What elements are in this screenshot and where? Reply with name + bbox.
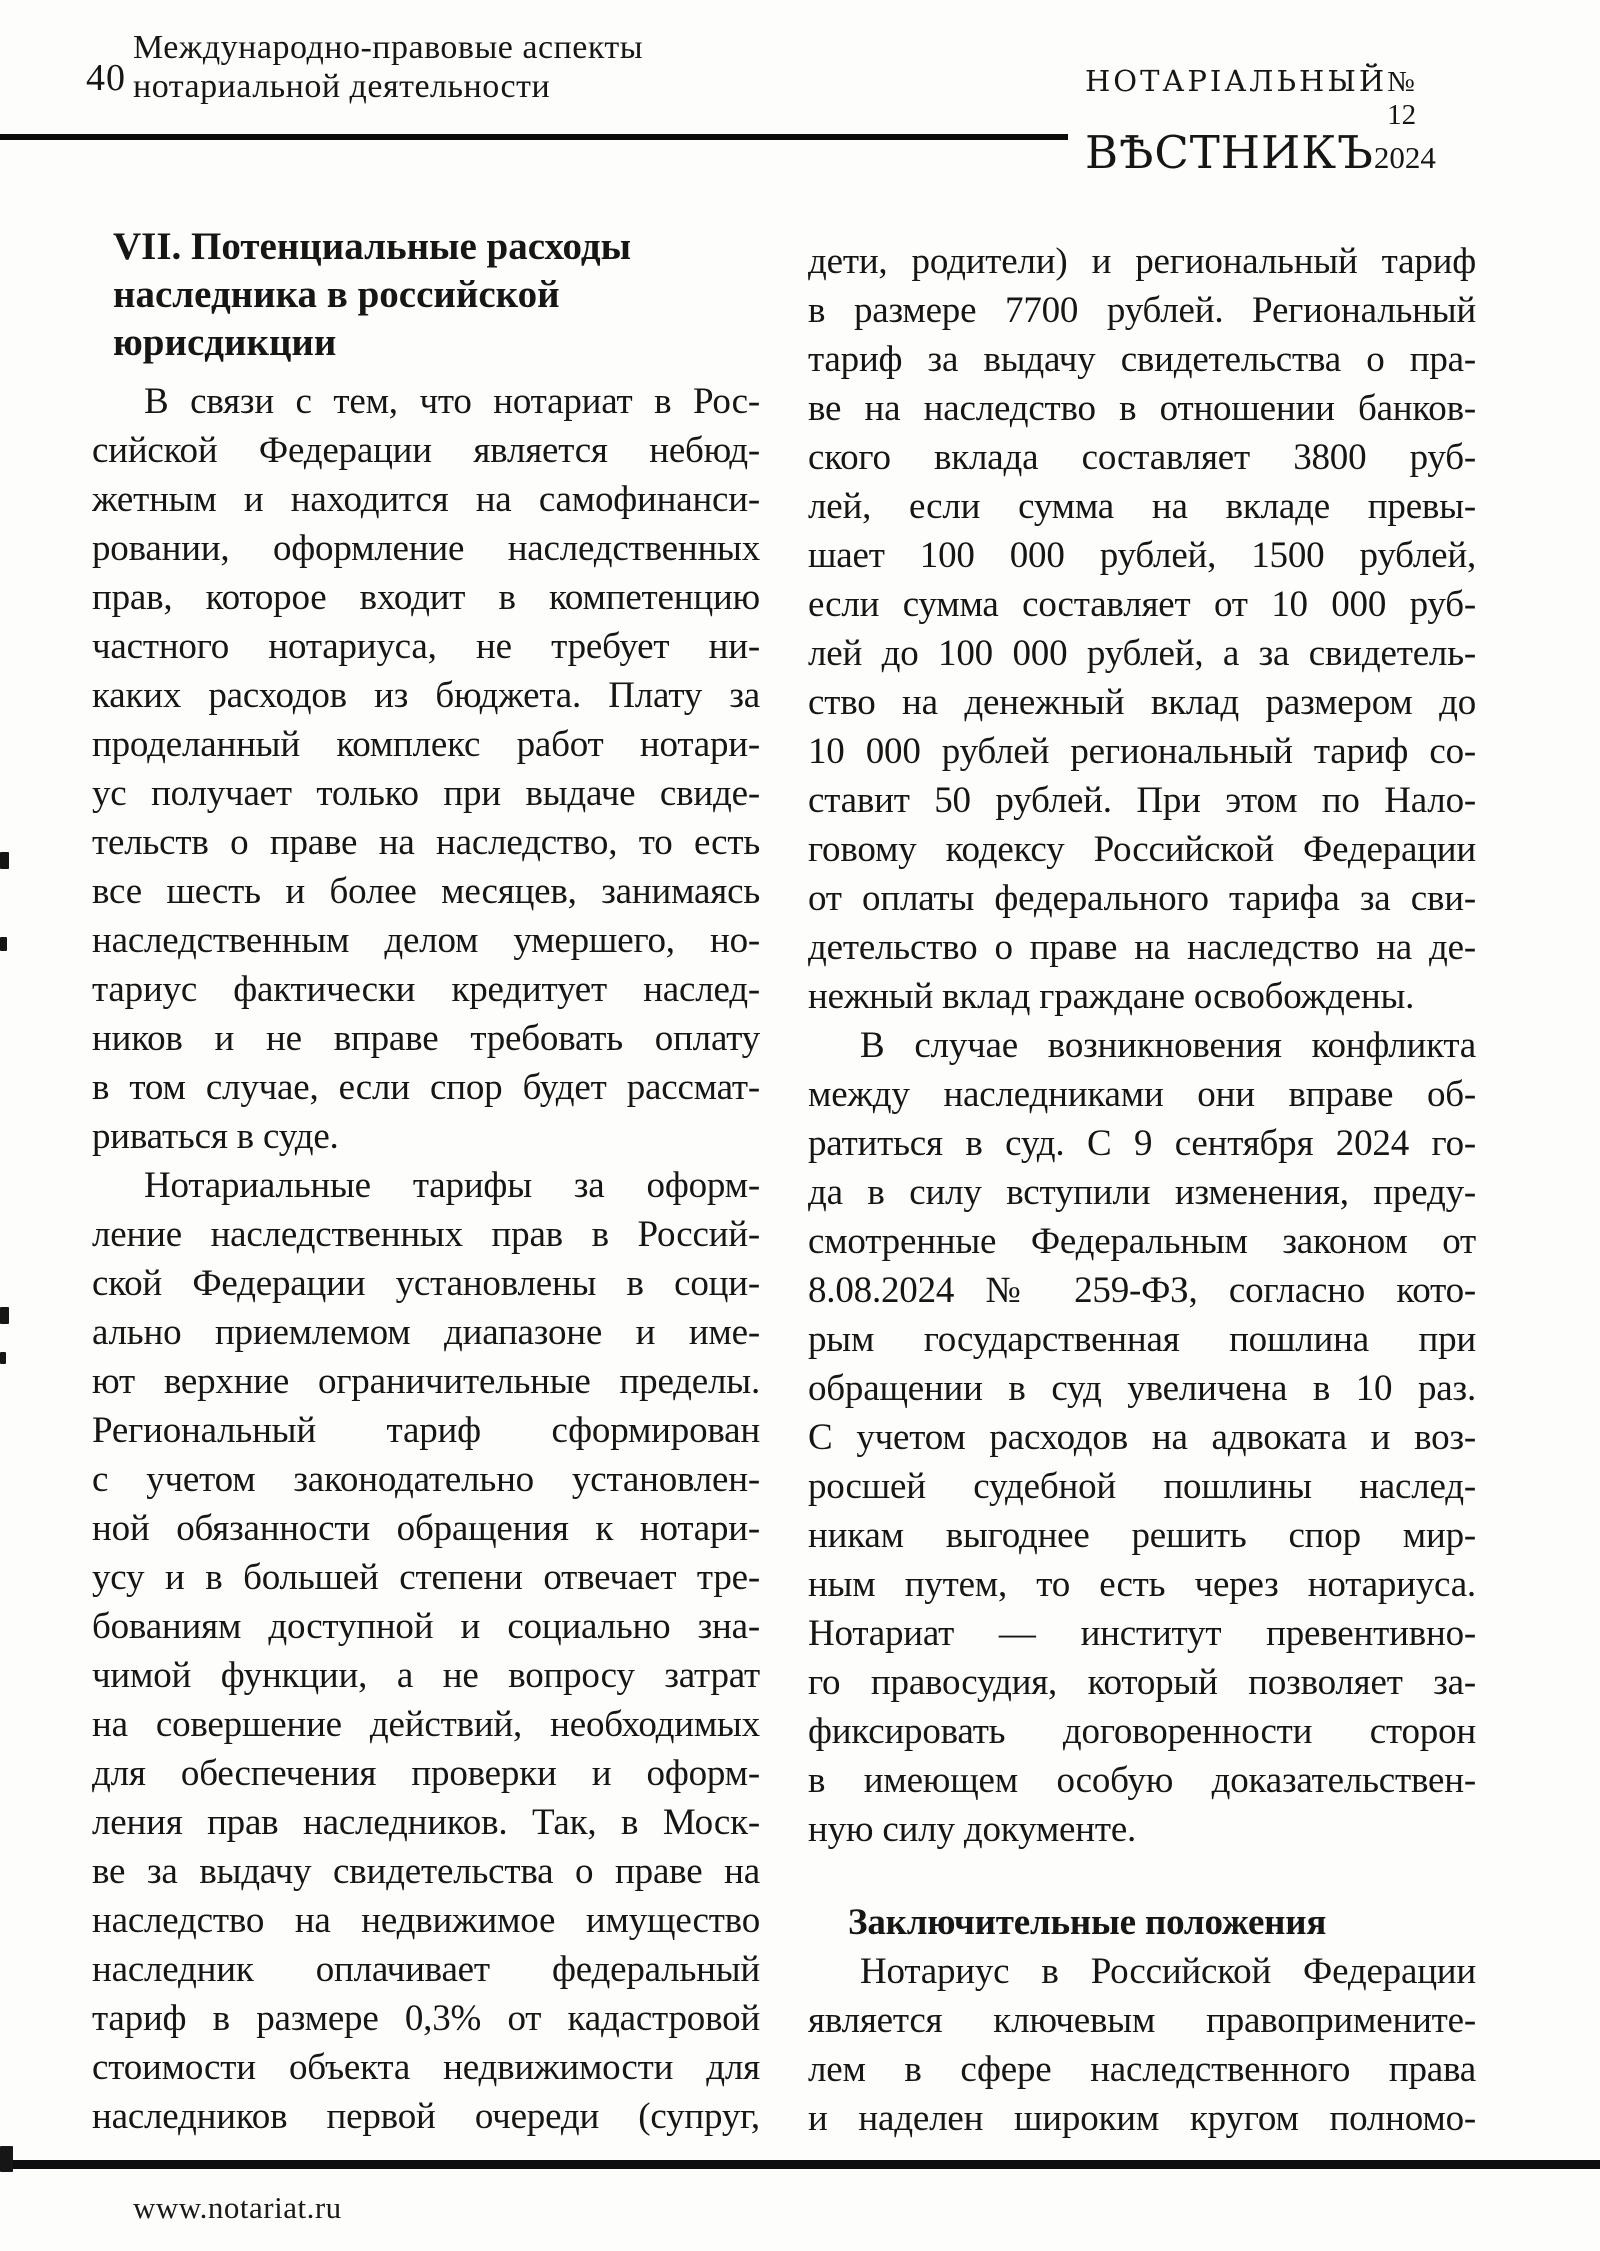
text-line: наследников первой очереди (супруг,	[92, 2096, 760, 2137]
text-line: наследник оплачивает федеральный	[92, 1949, 760, 1990]
text-line: стоимости объекта недвижимости для	[92, 2047, 760, 2088]
journal-logo-row-bottom	[1085, 126, 1436, 179]
text-line: обращении в суд увеличена в 10 раз.	[808, 1368, 1476, 1409]
text-line: риваться в суде.	[92, 1116, 339, 1157]
text-line: частного нотариуса, не требует ни-	[92, 626, 760, 667]
heading	[92, 223, 760, 367]
text-line: тариус фактически кредитует наслед-	[92, 969, 760, 1010]
text-line: тариф за выдачу свидетельства о пра-	[808, 339, 1476, 380]
left-column	[92, 223, 760, 2141]
text-line: ление наследственных прав в Россий-	[92, 1214, 760, 1255]
text-line: 10 000 рублей региональный тариф со-	[808, 731, 1476, 772]
text-line: ной обязанности обращения к нотари-	[92, 1508, 760, 1549]
text-line: и наделен широким кругом полномо-	[808, 2098, 1476, 2139]
text-line: говому кодексу Российской Федерации	[808, 829, 1476, 870]
text-line: смотренные Федеральным законом от	[808, 1221, 1476, 1262]
text-line: тариф в размере 0,3% от кадастровой	[92, 1998, 760, 2039]
text-line: дети, родители) и региональный тариф	[808, 241, 1476, 282]
right-column	[808, 237, 1476, 2143]
text-line: прав, которое входит в компетенцию	[92, 577, 760, 618]
text-line: да в силу вступили изменения, преду-	[808, 1172, 1476, 1213]
text-line: шает 100 000 рублей, 1500 рублей,	[808, 535, 1476, 576]
text-line: жетным и находится на самофинанси-	[92, 479, 760, 520]
text-line: ве за выдачу свидетельства о праве на	[92, 1851, 760, 1892]
text-line: ления прав наследников. Так, в Моск-	[92, 1802, 760, 1843]
text-line: бованиям доступной и социально зна-	[92, 1606, 760, 1647]
scan-artifact	[0, 2146, 13, 2172]
text-line: рым государственная пошлина при	[808, 1319, 1476, 1360]
page-number: 40	[86, 57, 126, 99]
text-line: является ключевым правопримените-	[808, 2000, 1476, 2041]
text-line: лей, если сумма на вкладе превы-	[808, 486, 1476, 527]
text-line: в размере 7700 рублей. Региональный	[808, 290, 1476, 331]
header-rule	[0, 134, 1068, 140]
text-line: лем в сфере наследственного права	[808, 2049, 1476, 2090]
text-line: юрисдикции	[113, 321, 337, 364]
text-line: ально приемлемом диапазоне и име-	[92, 1312, 760, 1353]
journal-logo-row-top	[1085, 64, 1430, 132]
scan-artifact	[0, 1352, 6, 1364]
text-line: каких расходов из бюджета. Плату за	[92, 675, 760, 716]
text-line: лей до 100 000 рублей, а за свидетель-	[808, 633, 1476, 674]
text-line: для обеспечения проверки и оформ-	[92, 1753, 760, 1794]
text-line: Нотариус в Российской Федерации	[860, 1951, 1476, 1992]
scan-artifact	[0, 937, 7, 951]
text-line: VII. Потенциальные расходы	[113, 225, 632, 268]
text-line: от оплаты федерального тарифа за сви-	[808, 878, 1476, 919]
journal-year: 2024	[1373, 140, 1436, 175]
text-line: никам выгоднее решить спор мир-	[808, 1515, 1476, 1556]
text-line: го правосудия, который позволяет за-	[808, 1662, 1476, 1703]
footer-rule	[0, 2160, 1600, 2169]
text-line: ус получает только при выдаче свиде-	[92, 773, 760, 814]
text-line: Региональный тариф сформирован	[92, 1410, 760, 1451]
text-line: на совершение действий, необходимых	[92, 1704, 760, 1745]
text-line: ставит 50 рублей. При этом по Нало-	[808, 780, 1476, 821]
text-line: если сумма составляет от 10 000 руб-	[808, 584, 1476, 625]
text-line: 8.08.2024 № 259-ФЗ, согласно кото-	[808, 1270, 1476, 1311]
text-line: детельство о праве на наследство на де-	[808, 927, 1476, 968]
text-line: ровании, оформление наследственных	[92, 528, 760, 569]
text-line: усу и в большей степени отвечает тре-	[92, 1557, 760, 1598]
text-line: В связи с тем, что нотариат в Рос-	[144, 381, 760, 422]
text-line: между наследниками они вправе об-	[808, 1074, 1476, 1115]
subheading	[808, 1898, 1476, 1947]
text-line: в том случае, если спор будет рассмат-	[92, 1067, 760, 1108]
text-line: в имеющем особую доказательствен-	[808, 1760, 1476, 1801]
text-line: росшей судебной пошлины наслед-	[808, 1466, 1476, 1507]
text-line: Заключительные положения	[848, 1902, 1327, 1943]
text-line: наследственным делом умершего, но-	[92, 920, 760, 961]
text-line: Нотариальные тарифы за оформ-	[144, 1165, 760, 1206]
running-title-line2: нотариальной деятельности	[133, 68, 551, 105]
running-title	[133, 28, 643, 106]
text-line: тельств о праве на наследство, то есть	[92, 822, 760, 863]
text-line: с учетом законодательно установлен-	[92, 1459, 760, 1500]
text-line: ского вклада составляет 3800 руб-	[808, 437, 1476, 478]
scan-artifact	[0, 852, 9, 869]
journal-name-line2: ВѢСТНИКЪ	[1085, 126, 1374, 179]
paragraph	[808, 237, 1476, 1021]
text-line: наследника в российской	[113, 273, 560, 316]
journal-name-line1: НОТАРІАЛЬНЫЙ	[1085, 64, 1388, 98]
running-title-line1: Международно-правовые аспекты	[133, 29, 644, 66]
text-line: В случае возникновения конфликта	[860, 1025, 1476, 1066]
paragraph	[92, 1161, 760, 2141]
text-line: ской Федерации установлены в соци-	[92, 1263, 760, 1304]
text-line: ют верхние ограничительные пределы.	[92, 1361, 760, 1402]
text-line: чимой функции, а не вопросу затрат	[92, 1655, 760, 1696]
scan-artifact	[0, 1307, 9, 1324]
text-line: нежный вклад граждане освобождены.	[808, 976, 1415, 1017]
text-line: все шесть и более месяцев, занимаясь	[92, 871, 760, 912]
text-line: ников и не вправе требовать оплату	[92, 1018, 760, 1059]
footer-url: www.notariat.ru	[133, 2190, 342, 2225]
text-line: фиксировать договоренности сторон	[808, 1711, 1476, 1752]
text-line: С учетом расходов на адвоката и воз-	[808, 1417, 1476, 1458]
text-line: ве на наследство в отношении банков-	[808, 388, 1476, 429]
text-line: проделанный комплекс работ нотари-	[92, 724, 760, 765]
text-line: ным путем, то есть через нотариуса.	[808, 1564, 1476, 1605]
paragraph	[92, 377, 760, 1161]
text-line: ство на денежный вклад размером до	[808, 682, 1476, 723]
text-line: ратиться в суд. С 9 сентября 2024 го-	[808, 1123, 1476, 1164]
text-line: Нотариат — институт превентивно-	[808, 1613, 1476, 1654]
text-line: ную силу документе.	[808, 1809, 1137, 1850]
journal-issue-number: № 12	[1387, 66, 1417, 131]
paragraph	[808, 1947, 1476, 2143]
journal-logo	[1085, 64, 1436, 179]
text-line: наследство на недвижимое имущество	[92, 1900, 760, 1941]
text-line: сийской Федерации является небюд-	[92, 430, 760, 471]
paragraph	[808, 1021, 1476, 1854]
